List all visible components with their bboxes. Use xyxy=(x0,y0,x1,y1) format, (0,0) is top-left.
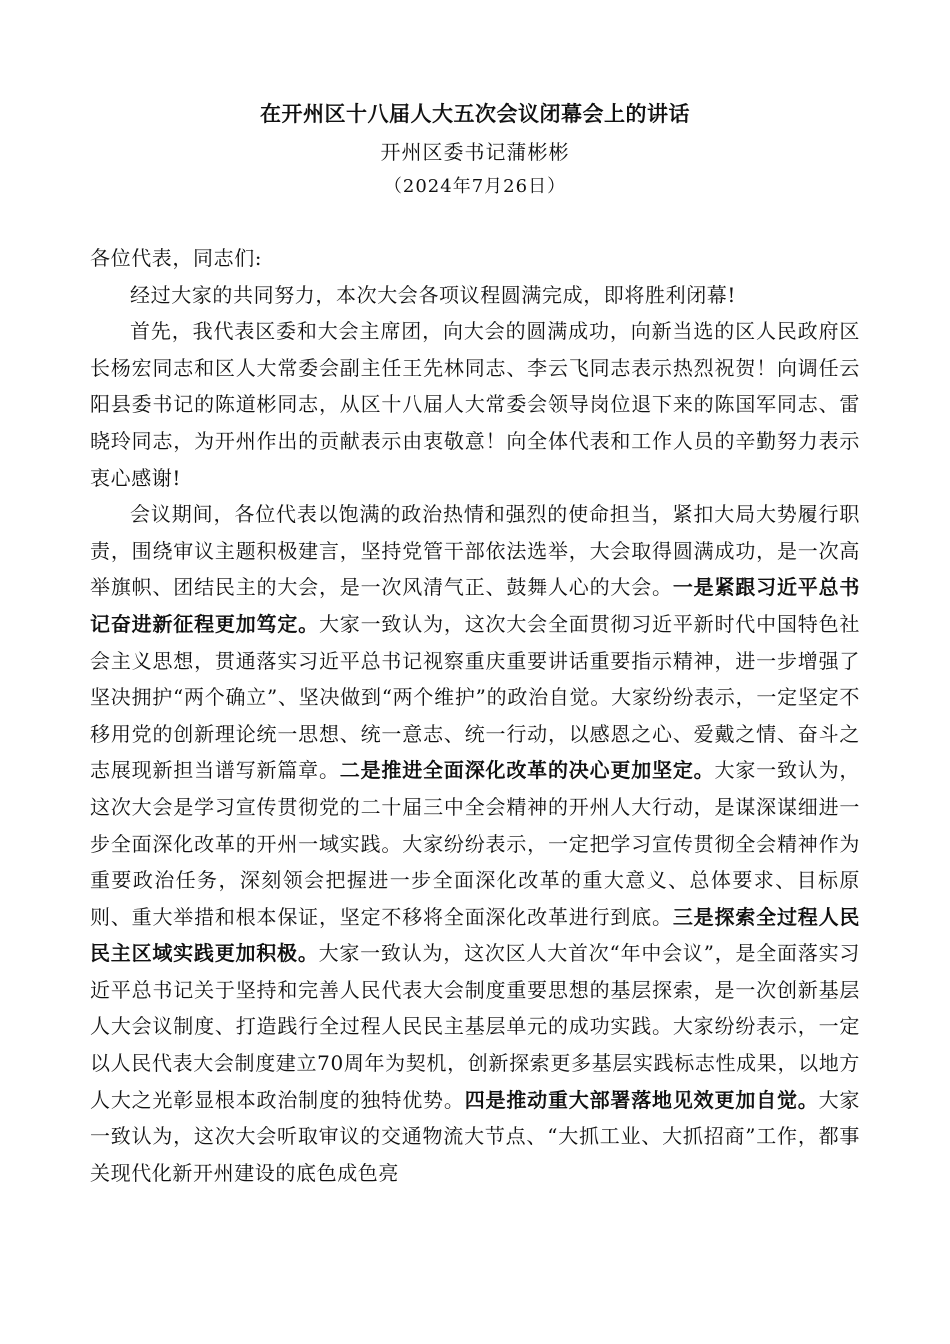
document-body xyxy=(90,240,860,1191)
point4-text: 大家一致认为，这次大会听取审议的交通物流大节点、“大抓工业、大抓招商”工作，都事关现代化新开州建设的底色成色亮 xyxy=(90,1087,860,1185)
paragraph-congratulations: 首先，我代表区委和大会主席团，向大会的圆满成功，向新当选的区人民政府区长杨宏同志和区人大常委会副主任王先林同志、李云飞同志表示热烈祝贺！向调任云阳县委书记的陈道彬同志，从区十八届人大常委会领导岗位退下来的陈国军同志、雷晓玲同志，为开州作出的贡献表示由衷敬意！向全体代表和工作人员的辛勤努力表示衷心感谢! xyxy=(90,319,860,490)
point2-text: 大家一致认为，这次大会是学习宣传贯彻党的二十届三中全会精神的开州人大行动，是谋深谋细进一步全面深化改革的开州一域实践。大家纷纷表示，一定把学习宣传贯彻全会精神作为重要政治任务，深刻领会把握进一步全面深化改革的重大意义、总体要求、目标原则、重大举措和根本保证，坚定不移将全面深化改革进行到底。 xyxy=(90,758,860,929)
salutation: 各位代表，同志们: xyxy=(90,246,263,270)
paragraph-closing-announcement: 经过大家的共同努力，本次大会各项议程圆满完成，即将胜利闭幕! xyxy=(130,282,737,307)
point1-text: 大家一致认为，这次大会全面贯彻习近平新时代中国特色社会主义思想，贯通落实习近平总书记视察重庆重要讲话重要指示精神，进一步增强了坚决拥护“两个确立”、坚决做到“两个维护”的政治自觉。大家纷纷表示，一定坚定不移用党的创新理论统一思想、统一意志、统一行动，以感恩之心、爱戴之情、奋斗之志展现新担当谱写新篇章。 xyxy=(90,611,860,783)
document-date: （2024年7月26日） xyxy=(383,176,567,197)
document-author: 开州区委书记蒲彬彬 xyxy=(380,140,570,164)
point3-text: 大家一致认为，这次区人大首次“年中会议”，是全面落实习近平总书记关于坚持和完善人民代表大会制度重要思想的基层探索，是一次创新基层人大会议制度、打造践行全过程人民民主基层单元的成功实践。大家纷纷表示，一定以人民代表大会制度建立70周年为契机，创新探索更多基层实践标志性成果，以地方人大之光彰显根本政治制度的独特优势。 xyxy=(90,941,860,1112)
point3-heading: 三是探索全过程人民民主区域实践更加积极。 xyxy=(90,904,860,966)
paragraph-meeting-summary xyxy=(90,496,860,1191)
point2-heading: 二是推进全面深化改革的决心更加坚定。 xyxy=(339,758,715,783)
point1-heading: 一是紧跟习近平总书记奋进新征程更加笃定。 xyxy=(90,575,860,636)
point4-heading: 四是推动重大部署落地见效更加自觉。 xyxy=(464,1087,819,1112)
document-title: 在开州区十八届人大五次会议闭幕会上的讲话 xyxy=(260,101,690,126)
meeting-summary-intro: 会议期间，各位代表以饱满的政治热情和强烈的使命担当，紧扣大局大势履行职责，围绕审议主题积极建言，坚持党管干部依法选举，大会取得圆满成功，是一次高举旗帜、团结民主的大会，是一次风清气正、鼓舞人心的大会。 xyxy=(90,502,860,600)
